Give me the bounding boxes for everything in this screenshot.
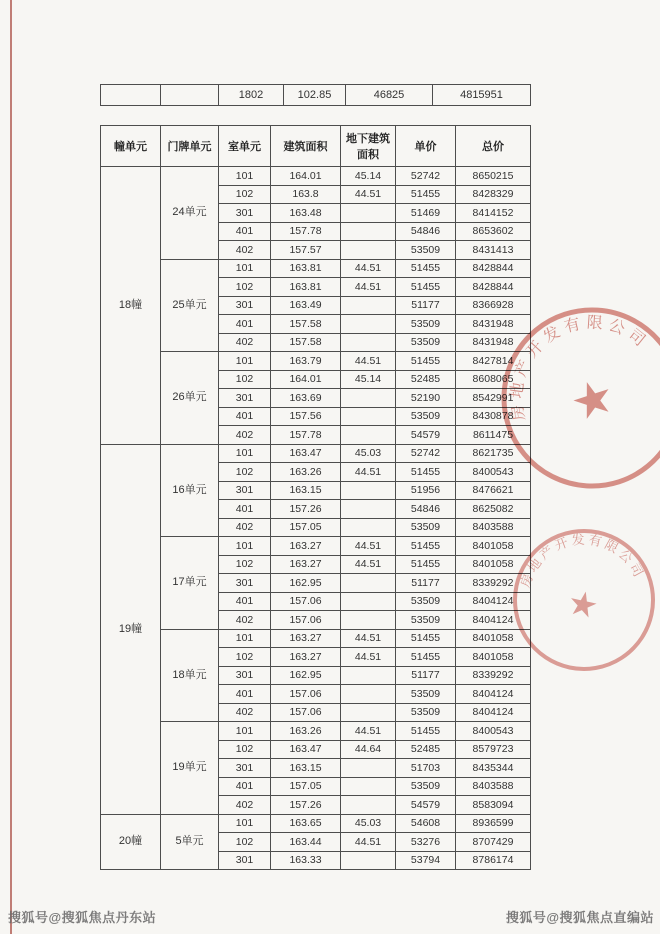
area-cell: 163.49: [271, 296, 341, 315]
underground-area-cell: [341, 518, 396, 537]
area-cell: 163.79: [271, 352, 341, 371]
fragment-cell: 46825: [346, 85, 433, 106]
underground-area-cell: [341, 777, 396, 796]
unit-price-cell: 52742: [396, 444, 456, 463]
underground-area-cell: [341, 592, 396, 611]
unit-price-cell: 51177: [396, 296, 456, 315]
unit-price-cell: 54846: [396, 222, 456, 241]
area-cell: 163.81: [271, 259, 341, 278]
underground-area-cell: [341, 481, 396, 500]
fragment-cell: 102.85: [284, 85, 346, 106]
total-price-cell: 8431948: [456, 315, 531, 334]
room-cell: 401: [219, 407, 271, 426]
total-price-cell: 8608065: [456, 370, 531, 389]
underground-area-cell: [341, 759, 396, 778]
room-cell: 101: [219, 537, 271, 556]
room-cell: 401: [219, 777, 271, 796]
total-price-cell: 8401058: [456, 537, 531, 556]
unit-cell: 5单元: [161, 814, 219, 870]
underground-area-cell: 44.51: [341, 259, 396, 278]
unit-cell: 18单元: [161, 629, 219, 722]
building-cell: 20幢: [101, 814, 161, 870]
unit-price-cell: 51703: [396, 759, 456, 778]
unit-price-cell: 53509: [396, 685, 456, 704]
area-cell: 157.58: [271, 333, 341, 352]
unit-price-cell: 51956: [396, 481, 456, 500]
total-price-cell: 8427814: [456, 352, 531, 371]
total-price-cell: 8653602: [456, 222, 531, 241]
unit-price-cell: 53509: [396, 241, 456, 260]
underground-area-cell: 44.51: [341, 352, 396, 371]
total-price-cell: 8428844: [456, 259, 531, 278]
total-price-cell: 8428329: [456, 185, 531, 204]
unit-cell: 24单元: [161, 167, 219, 260]
room-cell: 402: [219, 518, 271, 537]
room-cell: 301: [219, 851, 271, 870]
area-cell: 163.27: [271, 629, 341, 648]
room-cell: 102: [219, 463, 271, 482]
column-header: 门牌单元: [161, 126, 219, 167]
unit-price-cell: 54846: [396, 500, 456, 519]
area-cell: 163.48: [271, 204, 341, 223]
column-header: 幢单元: [101, 126, 161, 167]
unit-price-cell: 51469: [396, 204, 456, 223]
room-cell: 301: [219, 389, 271, 408]
unit-price-cell: 51455: [396, 722, 456, 741]
underground-area-cell: 44.51: [341, 629, 396, 648]
unit-price-cell: 51177: [396, 666, 456, 685]
unit-price-cell: 52742: [396, 167, 456, 186]
unit-price-cell: 53509: [396, 777, 456, 796]
room-cell: 101: [219, 352, 271, 371]
room-cell: 101: [219, 722, 271, 741]
underground-area-cell: 44.51: [341, 648, 396, 667]
area-cell: 163.69: [271, 389, 341, 408]
area-cell: 163.27: [271, 537, 341, 556]
unit-price-cell: 52485: [396, 370, 456, 389]
total-price-cell: 8579723: [456, 740, 531, 759]
underground-area-cell: [341, 500, 396, 519]
underground-area-cell: [341, 666, 396, 685]
unit-cell: 19单元: [161, 722, 219, 815]
left-margin-line: [10, 0, 12, 934]
fragment-cell: 4815951: [433, 85, 531, 106]
area-cell: 157.06: [271, 592, 341, 611]
stamp-arc-text: 房地产开发有限公司: [517, 531, 648, 590]
unit-cell: 17单元: [161, 537, 219, 630]
fragment-cell: [161, 85, 219, 106]
room-cell: 402: [219, 703, 271, 722]
total-price-cell: 8431413: [456, 241, 531, 260]
room-cell: 102: [219, 833, 271, 852]
total-price-cell: 8400543: [456, 463, 531, 482]
underground-area-cell: [341, 222, 396, 241]
total-price-cell: 8936599: [456, 814, 531, 833]
total-price-cell: 8650215: [456, 167, 531, 186]
unit-price-cell: 51455: [396, 185, 456, 204]
room-cell: 401: [219, 222, 271, 241]
unit-price-cell: 53509: [396, 611, 456, 630]
unit-price-cell: 51177: [396, 574, 456, 593]
underground-area-cell: 44.51: [341, 185, 396, 204]
room-cell: 102: [219, 370, 271, 389]
total-price-cell: 8401058: [456, 629, 531, 648]
room-cell: 101: [219, 814, 271, 833]
total-price-cell: 8707429: [456, 833, 531, 852]
table-row: [101, 722, 531, 741]
underground-area-cell: [341, 241, 396, 260]
unit-price-cell: 53509: [396, 315, 456, 334]
underground-area-cell: [341, 574, 396, 593]
building-cell: 18幢: [101, 167, 161, 445]
unit-price-cell: 51455: [396, 463, 456, 482]
underground-area-cell: 45.14: [341, 370, 396, 389]
area-cell: 163.15: [271, 759, 341, 778]
total-price-cell: 8404124: [456, 685, 531, 704]
fragment-row: [101, 85, 531, 106]
area-cell: 157.78: [271, 222, 341, 241]
column-header: 单价: [396, 126, 456, 167]
total-price-cell: 8414152: [456, 204, 531, 223]
underground-area-cell: 45.03: [341, 444, 396, 463]
total-price-cell: 8583094: [456, 796, 531, 815]
room-cell: 102: [219, 185, 271, 204]
area-cell: 162.95: [271, 574, 341, 593]
stamp-star-icon: ★: [564, 583, 602, 627]
unit-cell: 26单元: [161, 352, 219, 445]
stamp-arc-text: 房地产开发有限公司: [508, 314, 652, 422]
area-cell: 164.01: [271, 370, 341, 389]
area-cell: 162.95: [271, 666, 341, 685]
area-cell: 163.47: [271, 444, 341, 463]
underground-area-cell: 44.51: [341, 537, 396, 556]
room-cell: 101: [219, 167, 271, 186]
stamp-star-icon: ★: [564, 368, 622, 433]
room-cell: 402: [219, 611, 271, 630]
area-cell: 157.57: [271, 241, 341, 260]
underground-area-cell: 44.64: [341, 740, 396, 759]
unit-price-cell: 53276: [396, 833, 456, 852]
underground-area-cell: 44.51: [341, 278, 396, 297]
header-row: [101, 126, 531, 167]
underground-area-cell: 45.03: [341, 814, 396, 833]
fragment-cell: 1802: [219, 85, 284, 106]
unit-cell: 16单元: [161, 444, 219, 537]
column-header: 地下建筑面积: [341, 126, 396, 167]
unit-price-cell: 53509: [396, 592, 456, 611]
underground-area-cell: 44.51: [341, 833, 396, 852]
table-row: [101, 814, 531, 833]
table-row: [101, 167, 531, 186]
building-cell: 19幢: [101, 444, 161, 814]
area-cell: 157.06: [271, 685, 341, 704]
room-cell: 401: [219, 315, 271, 334]
total-price-cell: 8404124: [456, 703, 531, 722]
room-cell: 101: [219, 629, 271, 648]
unit-price-cell: 54608: [396, 814, 456, 833]
unit-price-cell: 53509: [396, 518, 456, 537]
table-row: [101, 259, 531, 278]
unit-price-cell: 52485: [396, 740, 456, 759]
underground-area-cell: [341, 389, 396, 408]
underground-area-cell: [341, 685, 396, 704]
area-cell: 157.26: [271, 796, 341, 815]
room-cell: 401: [219, 592, 271, 611]
total-price-cell: 8400543: [456, 722, 531, 741]
room-cell: 301: [219, 204, 271, 223]
underground-area-cell: 45.14: [341, 167, 396, 186]
area-cell: 157.06: [271, 703, 341, 722]
column-header: 建筑面积: [271, 126, 341, 167]
room-cell: 402: [219, 796, 271, 815]
area-cell: 157.06: [271, 611, 341, 630]
column-header: 室单元: [219, 126, 271, 167]
room-cell: 402: [219, 333, 271, 352]
area-cell: 163.27: [271, 648, 341, 667]
room-cell: 102: [219, 740, 271, 759]
area-cell: 163.26: [271, 722, 341, 741]
unit-price-cell: 51455: [396, 278, 456, 297]
area-cell: 157.78: [271, 426, 341, 445]
unit-price-cell: 53794: [396, 851, 456, 870]
area-cell: 163.81: [271, 278, 341, 297]
area-cell: 157.26: [271, 500, 341, 519]
room-cell: 101: [219, 259, 271, 278]
area-cell: 163.27: [271, 555, 341, 574]
table-row: [101, 352, 531, 371]
underground-area-cell: [341, 204, 396, 223]
price-table: [100, 125, 531, 870]
total-price-cell: 8430878: [456, 407, 531, 426]
underground-area-cell: [341, 796, 396, 815]
unit-price-cell: 53509: [396, 333, 456, 352]
room-cell: 301: [219, 481, 271, 500]
total-price-cell: 8404124: [456, 592, 531, 611]
room-cell: 101: [219, 444, 271, 463]
unit-price-cell: 54579: [396, 426, 456, 445]
underground-area-cell: 44.51: [341, 555, 396, 574]
unit-cell: 25单元: [161, 259, 219, 352]
area-cell: 163.26: [271, 463, 341, 482]
area-cell: 163.44: [271, 833, 341, 852]
underground-area-cell: [341, 407, 396, 426]
unit-price-cell: 51455: [396, 648, 456, 667]
unit-price-cell: 51455: [396, 555, 456, 574]
room-cell: 102: [219, 648, 271, 667]
room-cell: 402: [219, 426, 271, 445]
total-price-cell: 8339292: [456, 574, 531, 593]
total-price-cell: 8404124: [456, 611, 531, 630]
area-cell: 164.01: [271, 167, 341, 186]
total-price-cell: 8542991: [456, 389, 531, 408]
area-cell: 157.58: [271, 315, 341, 334]
total-price-cell: 8339292: [456, 666, 531, 685]
table-row: [101, 444, 531, 463]
total-price-cell: 8403588: [456, 777, 531, 796]
area-cell: 163.65: [271, 814, 341, 833]
unit-price-cell: 53509: [396, 407, 456, 426]
total-price-cell: 8403588: [456, 518, 531, 537]
area-cell: 163.15: [271, 481, 341, 500]
total-price-cell: 8476621: [456, 481, 531, 500]
total-price-cell: 8621735: [456, 444, 531, 463]
underground-area-cell: [341, 611, 396, 630]
area-cell: 163.47: [271, 740, 341, 759]
total-price-cell: 8431948: [456, 333, 531, 352]
underground-area-cell: 44.51: [341, 722, 396, 741]
unit-price-cell: 52190: [396, 389, 456, 408]
underground-area-cell: [341, 703, 396, 722]
room-cell: 402: [219, 241, 271, 260]
underground-area-cell: 44.51: [341, 463, 396, 482]
underground-area-cell: [341, 333, 396, 352]
area-cell: 157.05: [271, 777, 341, 796]
room-cell: 401: [219, 685, 271, 704]
unit-price-cell: 53509: [396, 703, 456, 722]
underground-area-cell: [341, 851, 396, 870]
watermark-left: 搜狐号@搜狐焦点丹东站: [8, 910, 157, 925]
table-row: [101, 629, 531, 648]
underground-area-cell: [341, 315, 396, 334]
room-cell: 301: [219, 666, 271, 685]
table-row: [101, 537, 531, 556]
area-cell: 163.8: [271, 185, 341, 204]
room-cell: 401: [219, 500, 271, 519]
unit-price-cell: 51455: [396, 537, 456, 556]
room-cell: 102: [219, 555, 271, 574]
column-header: 总价: [456, 126, 531, 167]
room-cell: 301: [219, 759, 271, 778]
total-price-cell: 8435344: [456, 759, 531, 778]
total-price-cell: 8401058: [456, 555, 531, 574]
room-cell: 301: [219, 296, 271, 315]
previous-table-fragment: [100, 84, 531, 106]
room-cell: 102: [219, 278, 271, 297]
area-cell: 157.05: [271, 518, 341, 537]
area-cell: 163.33: [271, 851, 341, 870]
watermark-right: 搜狐号@搜狐焦点直编站: [505, 910, 654, 925]
underground-area-cell: [341, 426, 396, 445]
area-cell: 157.56: [271, 407, 341, 426]
unit-price-cell: 51455: [396, 629, 456, 648]
total-price-cell: 8401058: [456, 648, 531, 667]
unit-price-cell: 51455: [396, 352, 456, 371]
unit-price-cell: 51455: [396, 259, 456, 278]
total-price-cell: 8611475: [456, 426, 531, 445]
total-price-cell: 8786174: [456, 851, 531, 870]
total-price-cell: 8428844: [456, 278, 531, 297]
total-price-cell: 8366928: [456, 296, 531, 315]
unit-price-cell: 54579: [396, 796, 456, 815]
underground-area-cell: [341, 296, 396, 315]
room-cell: 301: [219, 574, 271, 593]
total-price-cell: 8625082: [456, 500, 531, 519]
fragment-cell: [101, 85, 161, 106]
